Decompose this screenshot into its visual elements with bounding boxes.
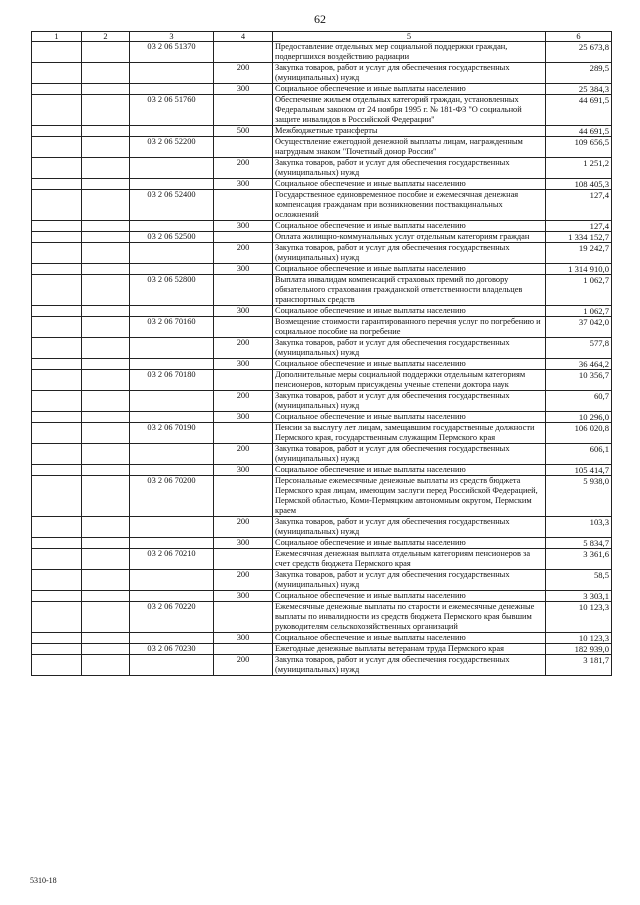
expense-type-code: 300 <box>214 465 273 476</box>
cell-empty <box>32 602 82 633</box>
item-name: Дополнительные меры социальной поддержки отдельным категориям пенсионеров, которым присуждены ученые степени доктора наук <box>273 370 546 391</box>
target-article-code: 03 2 06 70180 <box>130 370 214 391</box>
expense-type-code <box>214 137 273 158</box>
expense-type-code: 500 <box>214 126 273 137</box>
item-name: Социальное обеспечение и иные выплаты населению <box>273 465 546 476</box>
target-article-code <box>130 158 214 179</box>
table-row <box>32 570 612 591</box>
table-row <box>32 591 612 602</box>
item-name: Социальное обеспечение и иные выплаты населению <box>273 538 546 549</box>
table-row <box>32 317 612 338</box>
amount-value: 3 181,7 <box>546 655 612 676</box>
cell-empty <box>32 243 82 264</box>
target-article-code <box>130 633 214 644</box>
expense-type-code: 300 <box>214 412 273 423</box>
item-name: Закупка товаров, работ и услуг для обеспечения государственных (муниципальных) нужд <box>273 655 546 676</box>
column-header: 3 <box>130 32 214 42</box>
cell-empty <box>82 570 130 591</box>
cell-empty <box>32 370 82 391</box>
cell-empty <box>32 444 82 465</box>
amount-value: 25 673,8 <box>546 42 612 63</box>
cell-empty <box>32 465 82 476</box>
cell-empty <box>32 158 82 179</box>
amount-value: 10 356,7 <box>546 370 612 391</box>
cell-empty <box>32 63 82 84</box>
cell-empty <box>82 338 130 359</box>
target-article-code <box>130 591 214 602</box>
target-article-code <box>130 243 214 264</box>
expense-type-code: 300 <box>214 359 273 370</box>
cell-empty <box>32 126 82 137</box>
table-row <box>32 190 612 221</box>
table-row <box>32 644 612 655</box>
expense-type-code: 300 <box>214 264 273 275</box>
amount-value: 182 939,0 <box>546 644 612 655</box>
cell-empty <box>32 275 82 306</box>
expense-type-code <box>214 317 273 338</box>
table-row <box>32 538 612 549</box>
amount-value: 25 384,3 <box>546 84 612 95</box>
amount-value: 109 656,5 <box>546 137 612 158</box>
table-row <box>32 391 612 412</box>
column-header: 5 <box>273 32 546 42</box>
target-article-code <box>130 221 214 232</box>
cell-empty <box>82 95 130 126</box>
cell-empty <box>32 644 82 655</box>
cell-empty <box>82 275 130 306</box>
table-row <box>32 549 612 570</box>
cell-empty <box>82 602 130 633</box>
target-article-code: 03 2 06 70200 <box>130 476 214 517</box>
target-article-code <box>130 570 214 591</box>
expense-type-code <box>214 232 273 243</box>
target-article-code <box>130 264 214 275</box>
cell-empty <box>32 570 82 591</box>
item-name: Социальное обеспечение и иные выплаты населению <box>273 306 546 317</box>
item-name: Пенсии за выслугу лет лицам, замещавшим государственные должности Пермского края, государственным служащим Пермского края <box>273 423 546 444</box>
table-row <box>32 42 612 63</box>
expense-type-code: 300 <box>214 179 273 190</box>
target-article-code: 03 2 06 70190 <box>130 423 214 444</box>
expense-type-code <box>214 370 273 391</box>
target-article-code <box>130 391 214 412</box>
amount-value: 108 405,3 <box>546 179 612 190</box>
cell-empty <box>82 179 130 190</box>
column-header: 4 <box>214 32 273 42</box>
target-article-code: 03 2 06 51370 <box>130 42 214 63</box>
cell-empty <box>82 42 130 63</box>
amount-value: 5 938,0 <box>546 476 612 517</box>
target-article-code <box>130 412 214 423</box>
target-article-code <box>130 465 214 476</box>
amount-value: 606,1 <box>546 444 612 465</box>
amount-value: 44 691,5 <box>546 95 612 126</box>
expense-type-code: 300 <box>214 221 273 232</box>
cell-empty <box>82 549 130 570</box>
expense-type-code: 300 <box>214 591 273 602</box>
item-name: Закупка товаров, работ и услуг для обеспечения государственных (муниципальных) нужд <box>273 391 546 412</box>
target-article-code: 03 2 06 70220 <box>130 602 214 633</box>
item-name: Закупка товаров, работ и услуг для обеспечения государственных (муниципальных) нужд <box>273 243 546 264</box>
cell-empty <box>32 221 82 232</box>
table-row <box>32 602 612 633</box>
expense-type-code <box>214 423 273 444</box>
amount-value: 36 464,2 <box>546 359 612 370</box>
item-name: Социальное обеспечение и иные выплаты населению <box>273 412 546 423</box>
table-row <box>32 444 612 465</box>
cell-empty <box>82 137 130 158</box>
expense-type-code: 200 <box>214 517 273 538</box>
cell-empty <box>82 370 130 391</box>
expense-type-code: 200 <box>214 63 273 84</box>
table-row <box>32 517 612 538</box>
expense-type-code: 200 <box>214 570 273 591</box>
cell-empty <box>32 84 82 95</box>
table-row <box>32 63 612 84</box>
table-row <box>32 264 612 275</box>
target-article-code: 03 2 06 52400 <box>130 190 214 221</box>
cell-empty <box>82 391 130 412</box>
cell-empty <box>32 42 82 63</box>
expense-type-code <box>214 275 273 306</box>
item-name: Осуществление ежегодной денежной выплаты лицам, награжденным нагрудным знаком "Почетный донор России" <box>273 137 546 158</box>
expense-type-code <box>214 476 273 517</box>
item-name: Социальное обеспечение и иные выплаты населению <box>273 591 546 602</box>
table-row <box>32 412 612 423</box>
target-article-code: 03 2 06 70160 <box>130 317 214 338</box>
target-article-code <box>130 538 214 549</box>
cell-empty <box>82 190 130 221</box>
expense-type-code: 200 <box>214 655 273 676</box>
item-name: Социальное обеспечение и иные выплаты населению <box>273 84 546 95</box>
item-name: Межбюджетные трансферты <box>273 126 546 137</box>
item-name: Социальное обеспечение и иные выплаты населению <box>273 179 546 190</box>
cell-empty <box>32 412 82 423</box>
target-article-code: 03 2 06 70230 <box>130 644 214 655</box>
amount-value: 577,8 <box>546 338 612 359</box>
cell-empty <box>32 391 82 412</box>
expense-type-code <box>214 95 273 126</box>
page-number: 62 <box>314 12 326 26</box>
item-name: Закупка товаров, работ и услуг для обеспечения государственных (муниципальных) нужд <box>273 158 546 179</box>
amount-value: 10 296,0 <box>546 412 612 423</box>
cell-empty <box>82 644 130 655</box>
expense-type-code: 200 <box>214 444 273 465</box>
table-row <box>32 359 612 370</box>
cell-empty <box>82 423 130 444</box>
cell-empty <box>32 338 82 359</box>
target-article-code <box>130 84 214 95</box>
target-article-code <box>130 444 214 465</box>
table-row <box>32 158 612 179</box>
table-row <box>32 243 612 264</box>
item-name: Ежегодные денежные выплаты ветеранам труда Пермского края <box>273 644 546 655</box>
amount-value: 60,7 <box>546 391 612 412</box>
table-row <box>32 423 612 444</box>
target-article-code: 03 2 06 52200 <box>130 137 214 158</box>
cell-empty <box>82 444 130 465</box>
cell-empty <box>32 538 82 549</box>
cell-empty <box>32 591 82 602</box>
item-name: Обеспечение жильем отдельных категорий граждан, установленных Федеральным законом от 24 ноября 1995 г. № 181-ФЗ "О социальной защите инвалидов в Российской Федерации" <box>273 95 546 126</box>
item-name: Оплата жилищно-коммунальных услуг отдельным категориям граждан <box>273 232 546 243</box>
table-row <box>32 95 612 126</box>
cell-empty <box>82 317 130 338</box>
cell-empty <box>82 126 130 137</box>
expense-type-code <box>214 549 273 570</box>
amount-value: 289,5 <box>546 63 612 84</box>
cell-empty <box>32 517 82 538</box>
item-name: Возмещение стоимости гарантированного перечня услуг по погребению и социальное пособие на погребение <box>273 317 546 338</box>
table-row <box>32 338 612 359</box>
table-row <box>32 126 612 137</box>
cell-empty <box>32 359 82 370</box>
amount-value: 3 361,6 <box>546 549 612 570</box>
target-article-code <box>130 655 214 676</box>
table-row <box>32 370 612 391</box>
cell-empty <box>32 655 82 676</box>
cell-empty <box>82 476 130 517</box>
column-header: 6 <box>546 32 612 42</box>
cell-empty <box>82 63 130 84</box>
table-row <box>32 633 612 644</box>
cell-empty <box>32 179 82 190</box>
expense-type-code: 200 <box>214 391 273 412</box>
cell-empty <box>82 221 130 232</box>
amount-value: 1 062,7 <box>546 306 612 317</box>
amount-value: 10 123,3 <box>546 633 612 644</box>
cell-empty <box>82 84 130 95</box>
table-row <box>32 275 612 306</box>
amount-value: 1 314 910,0 <box>546 264 612 275</box>
item-name: Закупка товаров, работ и услуг для обеспечения государственных (муниципальных) нужд <box>273 63 546 84</box>
amount-value: 105 414,7 <box>546 465 612 476</box>
target-article-code <box>130 126 214 137</box>
item-name: Персональные ежемесячные денежные выплаты из средств бюджета Пермского края лицам, имеющим заслуги перед Российской Федерацией, Пермской областью, Коми-Пермяцким автономным округом, Пермским краем <box>273 476 546 517</box>
amount-value: 1 251,2 <box>546 158 612 179</box>
column-header: 1 <box>32 32 82 42</box>
cell-empty <box>82 412 130 423</box>
item-name: Социальное обеспечение и иные выплаты населению <box>273 264 546 275</box>
expense-type-code: 200 <box>214 338 273 359</box>
item-name: Социальное обеспечение и иные выплаты населению <box>273 221 546 232</box>
footer-code: 5310-18 <box>30 876 57 885</box>
item-name: Предоставление отдельных мер социальной поддержки граждан, подвергшихся воздействию радиации <box>273 42 546 63</box>
item-name: Закупка товаров, работ и услуг для обеспечения государственных (муниципальных) нужд <box>273 444 546 465</box>
target-article-code <box>130 338 214 359</box>
cell-empty <box>32 549 82 570</box>
cell-empty <box>82 359 130 370</box>
cell-empty <box>32 633 82 644</box>
table-row <box>32 476 612 517</box>
budget-table <box>31 31 612 676</box>
amount-value: 44 691,5 <box>546 126 612 137</box>
cell-empty <box>82 306 130 317</box>
item-name: Закупка товаров, работ и услуг для обеспечения государственных (муниципальных) нужд <box>273 517 546 538</box>
cell-empty <box>82 465 130 476</box>
amount-value: 1 334 152,7 <box>546 232 612 243</box>
table-row <box>32 306 612 317</box>
cell-empty <box>82 232 130 243</box>
target-article-code: 03 2 06 51760 <box>130 95 214 126</box>
expense-type-code <box>214 42 273 63</box>
cell-empty <box>32 232 82 243</box>
item-name: Выплата инвалидам компенсаций страховых премий по договору обязательного страхования гражданской ответственности владельцев транспортных средств <box>273 275 546 306</box>
table-row <box>32 179 612 190</box>
amount-value: 37 042,0 <box>546 317 612 338</box>
cell-empty <box>32 476 82 517</box>
item-name: Социальное обеспечение и иные выплаты населению <box>273 633 546 644</box>
cell-empty <box>82 264 130 275</box>
cell-empty <box>82 591 130 602</box>
table-row <box>32 232 612 243</box>
amount-value: 106 020,8 <box>546 423 612 444</box>
amount-value: 19 242,7 <box>546 243 612 264</box>
cell-empty <box>32 306 82 317</box>
amount-value: 127,4 <box>546 221 612 232</box>
cell-empty <box>82 243 130 264</box>
amount-value: 103,3 <box>546 517 612 538</box>
table-row <box>32 465 612 476</box>
cell-empty <box>82 655 130 676</box>
cell-empty <box>32 317 82 338</box>
item-name: Закупка товаров, работ и услуг для обеспечения государственных (муниципальных) нужд <box>273 570 546 591</box>
amount-value: 5 834,7 <box>546 538 612 549</box>
expense-type-code <box>214 644 273 655</box>
cell-empty <box>82 158 130 179</box>
column-header: 2 <box>82 32 130 42</box>
expense-type-code <box>214 602 273 633</box>
cell-empty <box>32 137 82 158</box>
expense-type-code: 300 <box>214 84 273 95</box>
expense-type-code <box>214 190 273 221</box>
table-row <box>32 84 612 95</box>
target-article-code: 03 2 06 52800 <box>130 275 214 306</box>
target-article-code <box>130 517 214 538</box>
expense-type-code: 300 <box>214 306 273 317</box>
cell-empty <box>32 190 82 221</box>
cell-empty <box>32 264 82 275</box>
item-name: Ежемесячные денежные выплаты по старости и ежемесячные денежные выплаты по инвалидности из средств бюджета Пермского края бывшим руководителям сельскохозяйственных организаций <box>273 602 546 633</box>
target-article-code <box>130 179 214 190</box>
target-article-code <box>130 359 214 370</box>
amount-value: 127,4 <box>546 190 612 221</box>
cell-empty <box>32 423 82 444</box>
table-row <box>32 221 612 232</box>
expense-type-code: 200 <box>214 158 273 179</box>
expense-type-code: 300 <box>214 538 273 549</box>
item-name: Социальное обеспечение и иные выплаты населению <box>273 359 546 370</box>
target-article-code: 03 2 06 52500 <box>130 232 214 243</box>
target-article-code <box>130 306 214 317</box>
item-name: Государственное единовременное пособие и ежемесячная денежная компенсация гражданам при возникновении поствакцинальных осложнений <box>273 190 546 221</box>
cell-empty <box>82 538 130 549</box>
cell-empty <box>82 633 130 644</box>
cell-empty <box>32 95 82 126</box>
expense-type-code: 200 <box>214 243 273 264</box>
amount-value: 10 123,3 <box>546 602 612 633</box>
expense-type-code: 300 <box>214 633 273 644</box>
amount-value: 3 303,1 <box>546 591 612 602</box>
amount-value: 58,5 <box>546 570 612 591</box>
table-header-row <box>32 32 612 42</box>
item-name: Ежемесячная денежная выплата отдельным категориям пенсионеров за счет средств бюджета Пермского края <box>273 549 546 570</box>
table-row <box>32 137 612 158</box>
item-name: Закупка товаров, работ и услуг для обеспечения государственных (муниципальных) нужд <box>273 338 546 359</box>
target-article-code: 03 2 06 70210 <box>130 549 214 570</box>
table-row <box>32 655 612 676</box>
target-article-code <box>130 63 214 84</box>
cell-empty <box>82 517 130 538</box>
amount-value: 1 062,7 <box>546 275 612 306</box>
